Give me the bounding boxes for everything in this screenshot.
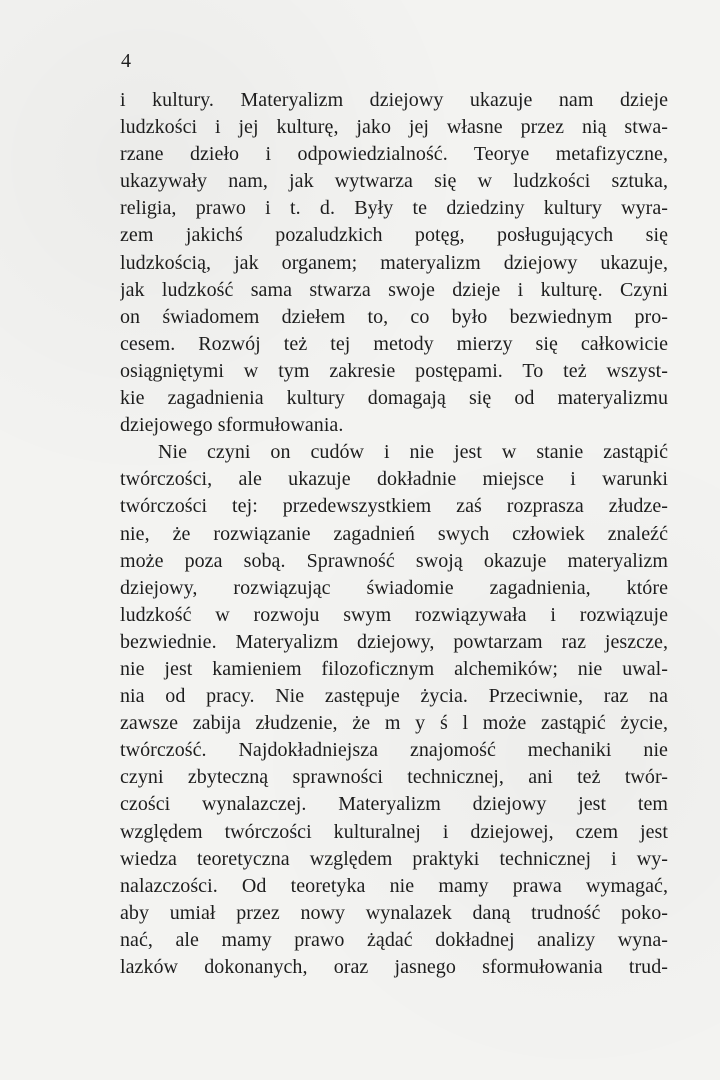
text-line: nie, że rozwiązanie zagadnień swych człowiek znaleźć xyxy=(120,522,668,545)
text-line: zem jakichś pozaludzkich potęg, posługujących się xyxy=(120,224,668,247)
body-text xyxy=(120,87,668,981)
text-line: religia, prawo i t. d. Były te dziedziny kultury wyra- xyxy=(120,197,668,220)
text-line: nie jest kamieniem filozoficznym alchemików; nie uwal- xyxy=(120,657,668,680)
text-line: nalazczości. Od teoretyka nie mamy prawa wymagać, xyxy=(120,874,668,897)
text-line: aby umiał przez nowy wynalazek daną trudność poko- xyxy=(120,901,668,924)
text-line: nia od pracy. Nie zastępuje życia. Przeciwnie, raz na xyxy=(120,685,668,708)
text-line: rzane dzieło i odpowiedzialność. Teorye metafizyczne, xyxy=(120,143,668,166)
text-line: twórczości tej: przedewszystkiem zaś rozprasza złudze- xyxy=(120,495,668,518)
text-line: nać, ale mamy prawo żądać dokładnej analizy wyna- xyxy=(120,928,668,951)
text-line: dziejowego sformułowania. xyxy=(120,414,344,437)
text-line: zawsze zabija złudzenie, że m y ś l może zastąpić życie, xyxy=(120,712,668,735)
text-line: względem twórczości kulturalnej i dziejowej, czem jest xyxy=(120,820,668,843)
text-line: ludzkości i jej kulturę, jako jej własne przez nią stwa- xyxy=(120,116,668,139)
text-line: twórczości, ale ukazuje dokładnie miejsce i warunki xyxy=(120,468,668,491)
page-number: 4 xyxy=(121,50,131,72)
text-line: wiedza teoretyczna względem praktyki technicznej i wy- xyxy=(120,847,668,870)
text-line: czości wynalazczej. Materyalizm dziejowy jest tem xyxy=(120,793,668,816)
text-line: osiągniętymi w tym zakresie postępami. To też wszyst- xyxy=(120,359,668,382)
text-line: ludzkością, jak organem; materyalizm dziejowy ukazuje, xyxy=(120,251,668,274)
text-line: czyni zbyteczną sprawności technicznej, ani też twór- xyxy=(120,766,668,789)
text-line: może poza sobą. Sprawność swoją okazuje materyalizm xyxy=(120,549,668,572)
text-line: Nie czyni on cudów i nie jest w stanie zastąpić xyxy=(158,441,668,464)
text-line: on świadomem dziełem to, co było bezwiednym pro- xyxy=(120,305,668,328)
text-line: dziejowy, rozwiązując świadomie zagadnienia, które xyxy=(120,576,668,599)
text-line: bezwiednie. Materyalizm dziejowy, powtarzam raz jeszcze, xyxy=(120,630,668,653)
text-line: twórczość. Najdokładniejsza znajomość mechaniki nie xyxy=(120,739,668,762)
text-line: lazków dokonanych, oraz jasnego sformułowania trud- xyxy=(120,956,668,978)
text-line: cesem. Rozwój też tej metody mierzy się całkowicie xyxy=(120,332,668,355)
text-line: i kultury. Materyalizm dziejowy ukazuje nam dzieje xyxy=(120,89,668,111)
text-line: ukazywały nam, jak wytwarza się w ludzkości sztuka, xyxy=(120,170,668,193)
text-line: jak ludzkość sama stwarza swoje dzieje i kulturę. Czyni xyxy=(120,278,668,301)
text-line: ludzkość w rozwoju swym rozwiązywała i rozwiązuje xyxy=(120,603,668,626)
text-line: kie zagadnienia kultury domagają się od materyalizmu xyxy=(120,387,668,410)
